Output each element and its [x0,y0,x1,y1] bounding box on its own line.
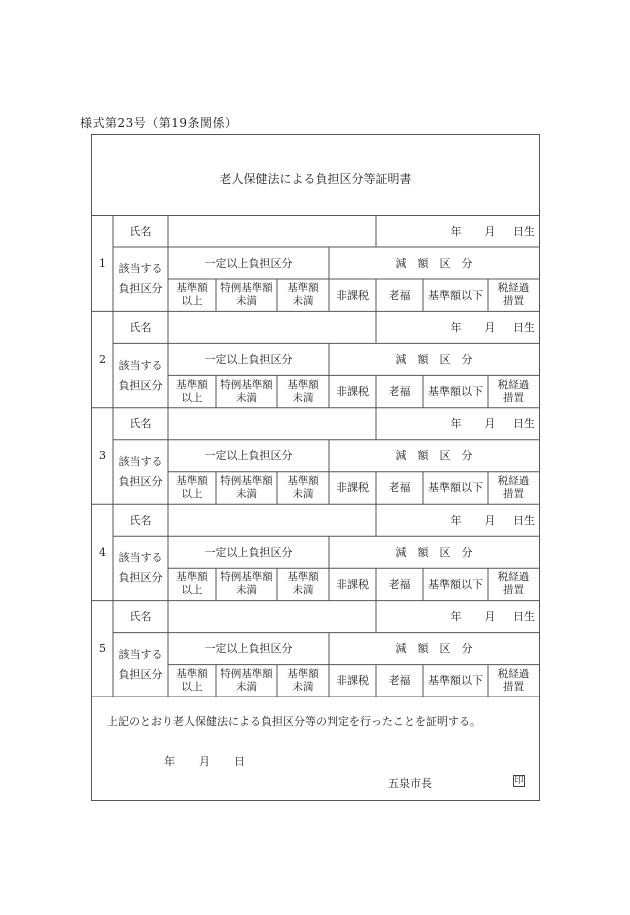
mayor-title: 五泉市長 [388,777,432,790]
special-under-cell [216,665,277,697]
standard-over-cell-line: 以上 [181,295,203,308]
applicable-category-label-line: 負担区分 [118,474,163,488]
issue-date [164,753,245,769]
birth-month-label: 月 [484,224,496,238]
birth-month-label: 月 [484,417,496,431]
over-threshold-header: 一定以上負担区分 [204,352,293,366]
tax-transition-cell-line: 措置 [503,680,524,693]
name-label: 氏名 [129,610,152,624]
standard-over-cell [168,375,216,407]
name-label: 氏名 [129,513,152,527]
special-under-cell-line: 未満 [236,680,257,693]
birth-day-label: 日生 [513,513,535,527]
special-under-cell-line: 特例基準額 [220,474,273,487]
tax-transition-cell [488,568,539,600]
reduced-amount-header: 減 額 区 分 [395,545,473,559]
tax-transition-cell [488,375,539,407]
non-taxable-cell: 非課税 [336,385,369,399]
row-number: 5 [99,642,106,656]
applicable-category-label [113,440,168,504]
tax-transition-cell-line: 措置 [503,584,524,597]
standard-under-cell [277,472,329,504]
applicable-category-label-line: 該当する [118,647,163,661]
issue-month-label: 月 [199,755,210,768]
standard-under-cell-line: 未満 [292,584,314,597]
form-label: 様式第23号（第19条関係） [80,116,238,130]
birth-day-label: 日生 [513,224,535,238]
special-under-cell [216,279,277,311]
welfare-cell: 老福 [388,577,411,591]
standard-over-cell-line: 基準額 [176,474,208,487]
special-under-cell [216,472,277,504]
special-under-cell-line: 未満 [236,391,257,404]
reduced-amount-header: 減 額 区 分 [395,642,473,656]
standard-over-cell [168,665,216,697]
birth-month-label: 月 [484,513,496,527]
standard-under-cell-line: 基準額 [287,667,319,680]
tax-transition-cell [488,279,539,311]
non-taxable-cell: 非課税 [336,481,369,495]
tax-transition-cell-line: 措置 [503,391,524,404]
applicable-category-label-line: 負担区分 [118,667,163,681]
standard-under-cell-line: 基準額 [287,571,319,584]
certificate-frame [91,134,540,801]
special-under-cell-line: 特例基準額 [220,378,273,391]
over-threshold-header: 一定以上負担区分 [204,642,293,656]
standard-below-cell: 基準額以下 [428,577,483,591]
standard-over-cell-line: 基準額 [176,571,208,584]
reduced-amount-header: 減 額 区 分 [395,449,473,463]
standard-over-cell-line: 以上 [181,487,203,500]
birth-month-label: 月 [484,320,496,334]
name-label: 氏名 [129,224,152,238]
non-taxable-cell: 非課税 [336,288,369,302]
standard-over-cell-line: 以上 [181,680,203,693]
tax-transition-cell-line: 税経過 [497,571,530,584]
standard-below-cell: 基準額以下 [428,385,483,399]
reduced-amount-header: 減 額 区 分 [395,352,473,366]
birth-year-label: 年 [450,224,462,238]
non-taxable-cell: 非課税 [336,674,369,688]
row-number: 4 [99,545,106,559]
issue-year-label: 年 [164,755,175,768]
special-under-cell-line: 特例基準額 [220,667,273,680]
welfare-cell: 老福 [388,481,411,495]
applicable-category-label [113,343,168,407]
document-title: 老人保健法による負担区分等証明書 [219,172,412,186]
over-threshold-header: 一定以上負担区分 [204,256,293,270]
applicable-category-label-line: 該当する [118,551,163,565]
applicable-category-label [113,536,168,600]
standard-over-cell-line: 以上 [181,391,203,404]
standard-under-cell [277,568,329,600]
standard-below-cell: 基準額以下 [428,481,483,495]
issue-day-label: 日 [234,755,245,768]
tax-transition-cell-line: 措置 [503,487,524,500]
tax-transition-cell [488,472,539,504]
seal-mark: 印 [514,776,524,786]
applicable-category-label [113,633,168,697]
birth-day-label: 日生 [513,417,535,431]
applicable-category-label-line: 該当する [118,454,163,468]
standard-over-cell [168,568,216,600]
tax-transition-cell-line: 税経過 [497,282,530,295]
row-number: 1 [99,256,106,270]
special-under-cell-line: 特例基準額 [220,282,273,295]
standard-over-cell-line: 基準額 [176,667,208,680]
reduced-amount-header: 減 額 区 分 [395,256,473,270]
special-under-cell-line: 未満 [236,295,257,308]
name-label: 氏名 [129,417,152,431]
non-taxable-cell: 非課税 [336,577,369,591]
tax-transition-cell-line: 税経過 [497,667,530,680]
standard-under-cell-line: 未満 [292,391,314,404]
standard-under-cell [277,665,329,697]
standard-under-cell [277,375,329,407]
applicable-category-label-line: 負担区分 [118,282,163,296]
standard-over-cell [168,472,216,504]
applicable-category-label-line: 該当する [118,262,163,276]
standard-over-cell-line: 以上 [181,584,203,597]
birth-year-label: 年 [450,417,462,431]
name-label: 氏名 [129,320,152,334]
applicable-category-label [113,247,168,311]
row-number: 2 [99,353,106,367]
tax-transition-cell-line: 税経過 [497,378,530,391]
row-number: 3 [99,449,106,463]
standard-under-cell-line: 未満 [292,487,314,500]
standard-under-cell-line: 未満 [292,680,314,693]
birth-day-label: 日生 [513,610,535,624]
over-threshold-header: 一定以上負担区分 [204,545,293,559]
standard-under-cell-line: 基準額 [287,378,319,391]
certification-text: 上記のとおり老人保健法による負担区分等の判定を行ったことを証明する。 [107,715,481,728]
birth-year-label: 年 [450,513,462,527]
standard-below-cell: 基準額以下 [428,288,483,302]
standard-under-cell-line: 基準額 [287,282,319,295]
standard-over-cell [168,279,216,311]
standard-over-cell-line: 基準額 [176,378,208,391]
birth-year-label: 年 [450,610,462,624]
tax-transition-cell [488,665,539,697]
standard-under-cell-line: 未満 [292,295,314,308]
standard-under-cell-line: 基準額 [287,474,319,487]
special-under-cell-line: 未満 [236,584,257,597]
applicable-category-label-line: 負担区分 [118,571,163,585]
applicable-category-label-line: 負担区分 [118,378,163,392]
special-under-cell [216,568,277,600]
applicable-category-label-line: 該当する [118,358,163,372]
standard-under-cell [277,279,329,311]
standard-below-cell: 基準額以下 [428,674,483,688]
special-under-cell-line: 特例基準額 [220,571,273,584]
birth-month-label: 月 [484,610,496,624]
welfare-cell: 老福 [388,385,411,399]
special-under-cell-line: 未満 [236,487,257,500]
welfare-cell: 老福 [388,674,411,688]
birth-year-label: 年 [450,320,462,334]
standard-over-cell-line: 基準額 [176,282,208,295]
tax-transition-cell-line: 措置 [503,295,524,308]
over-threshold-header: 一定以上負担区分 [204,449,293,463]
special-under-cell [216,375,277,407]
welfare-cell: 老福 [388,288,411,302]
tax-transition-cell-line: 税経過 [497,474,530,487]
birth-day-label: 日生 [513,320,535,334]
